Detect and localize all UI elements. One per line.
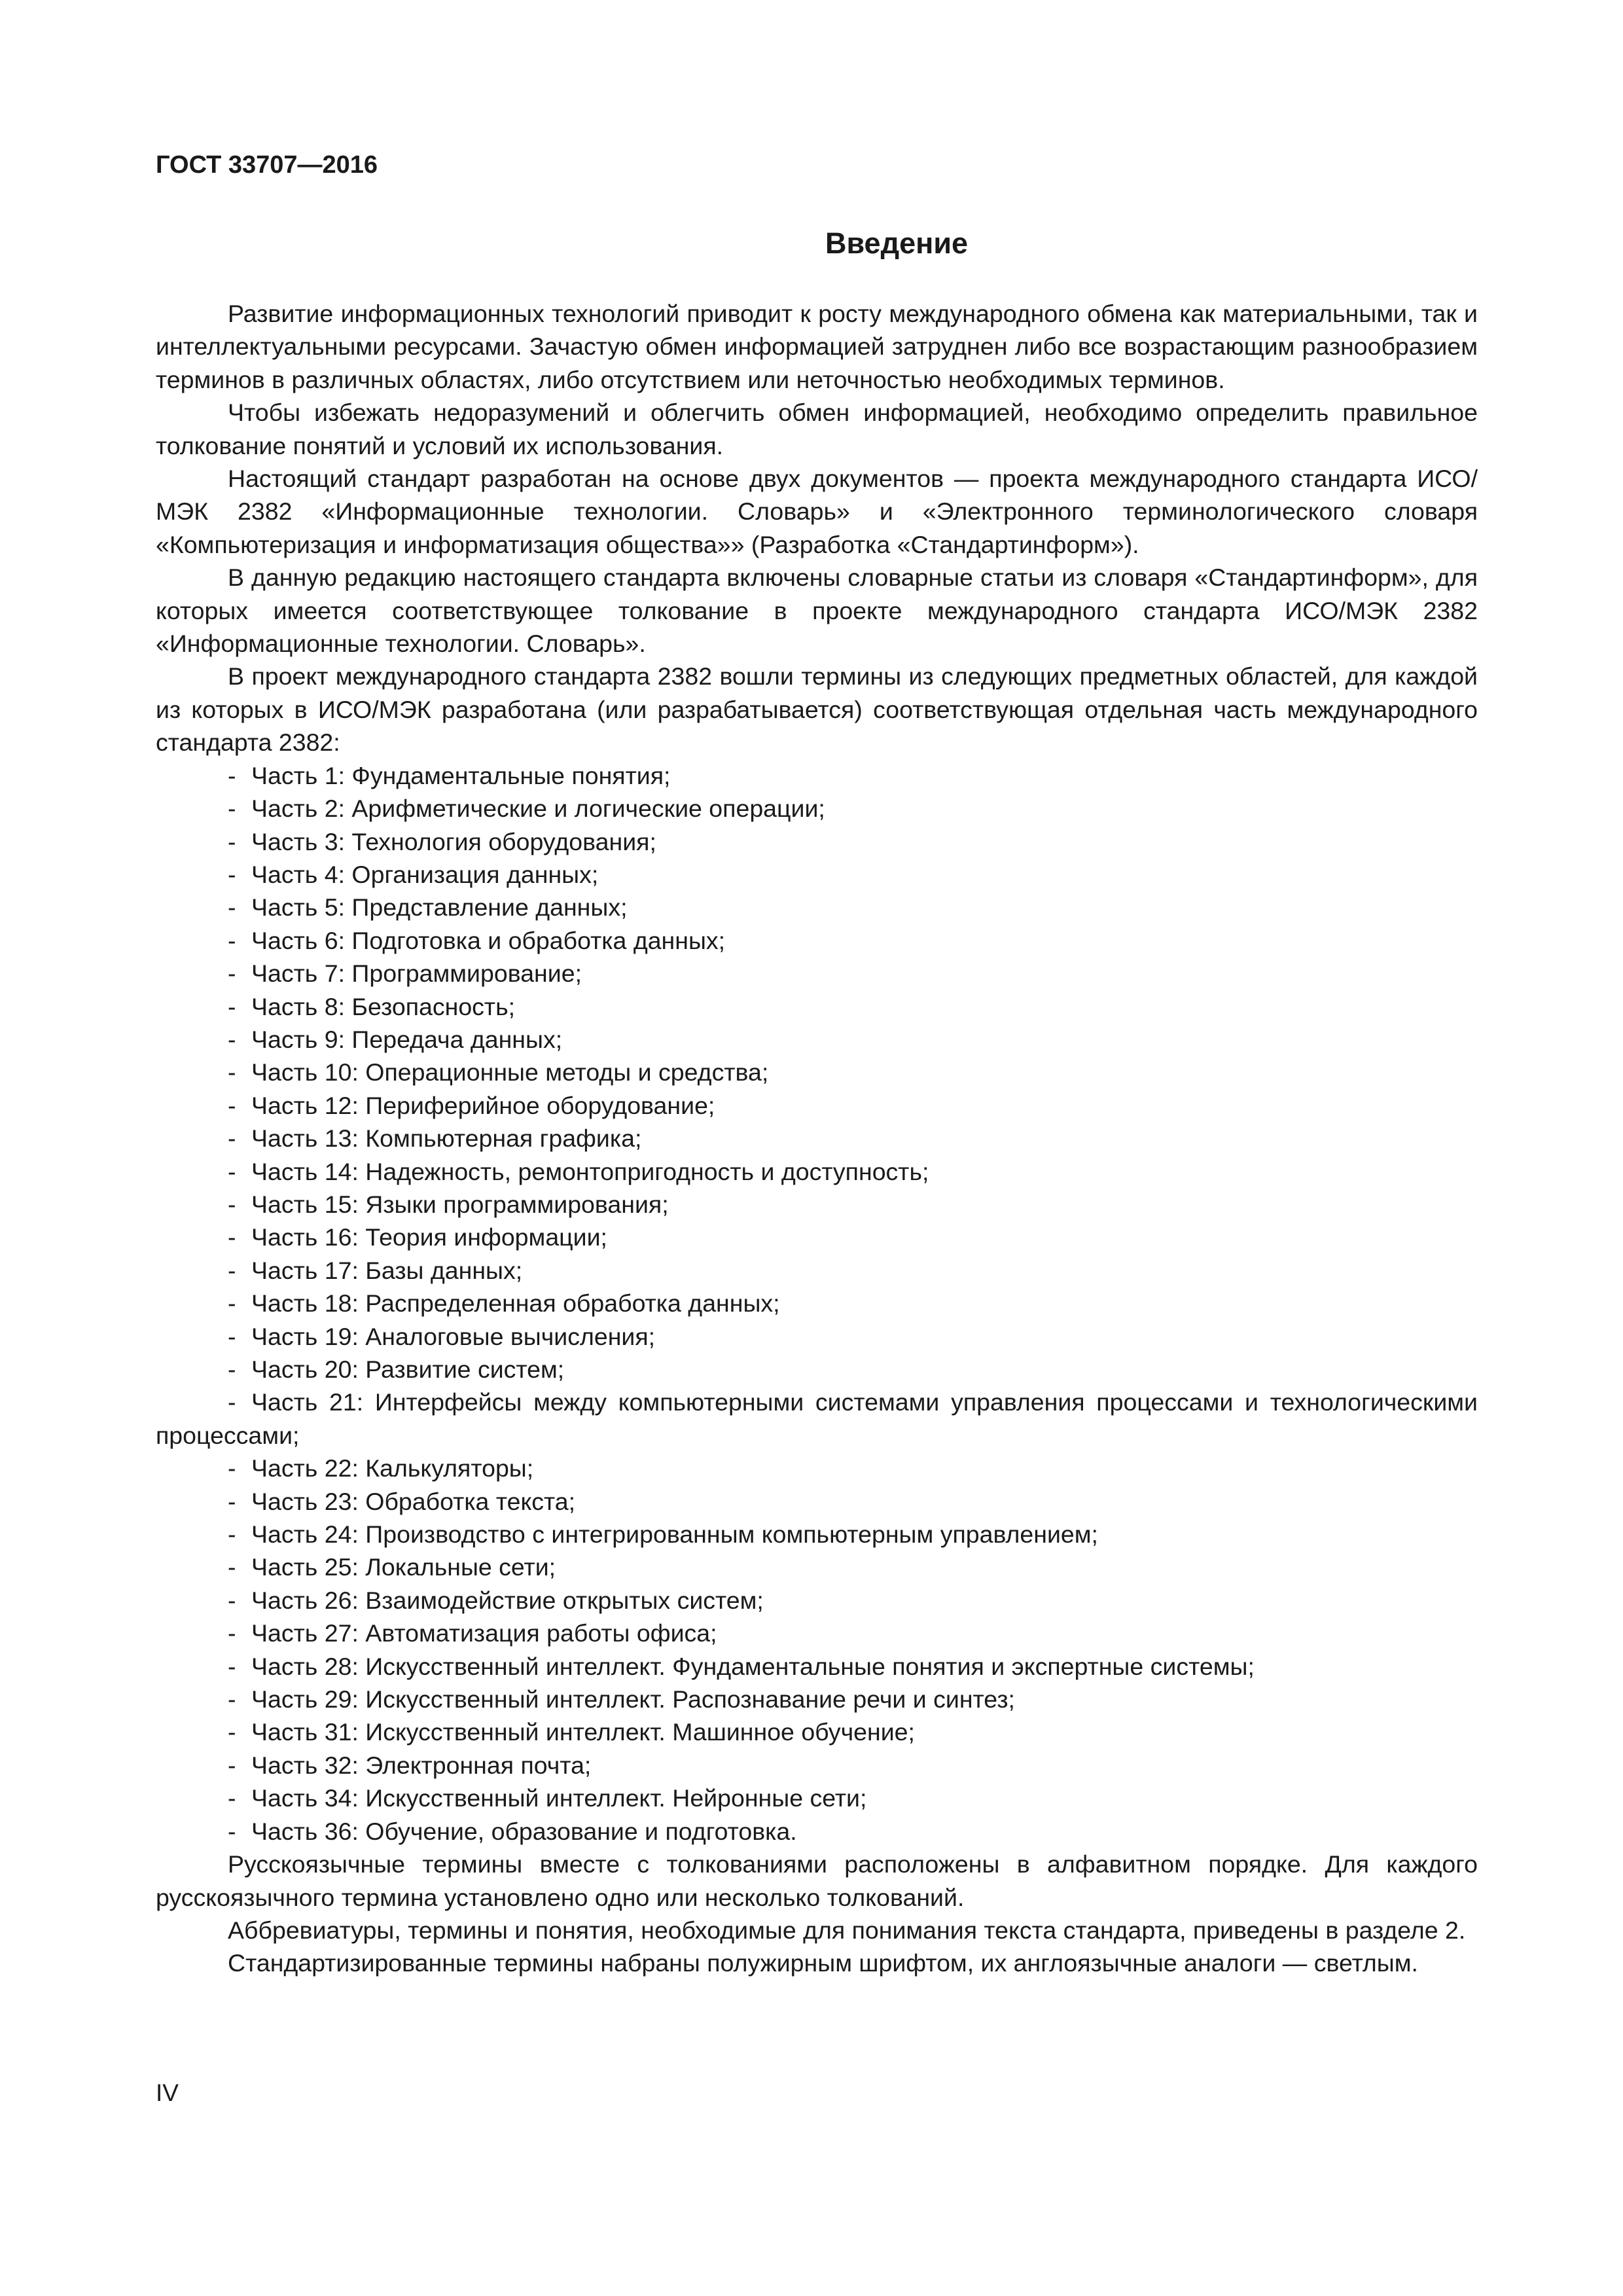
list-item <box>156 1155 1478 1188</box>
paragraph: Чтобы избежать недоразумений и облегчить обмен информацией, необходимо определить правильное толкование понятий и условий их использования. <box>156 399 1478 459</box>
list-marker: - <box>228 1289 236 1318</box>
parts-list <box>156 759 1478 1848</box>
list-marker: - <box>228 1157 236 1185</box>
list-marker: - <box>228 893 236 922</box>
list-marker: - <box>228 827 236 855</box>
list-item <box>156 792 1478 825</box>
paragraph: Развитие информационных технологий приводит к росту международного обмена как материальными, так и интеллектуальными ресурсами. Зачастую обмен информацией затруднен либо все возрастающим разнообразием терминов в различных областях, либо отсутствием или неточностью необходимых терминов. <box>156 300 1478 393</box>
list-item <box>156 1056 1478 1088</box>
list-item-text: Часть 25: Локальные сети; <box>251 1553 556 1581</box>
list-marker: - <box>228 1454 236 1482</box>
list-item <box>156 1749 1478 1782</box>
list-marker: - <box>228 1520 236 1549</box>
list-item <box>156 1650 1478 1683</box>
list-item-text: Часть 18: Распределенная обработка данных; <box>251 1289 780 1318</box>
list-marker: - <box>228 1124 236 1153</box>
list-item-text: Часть 1: Фундаментальные понятия; <box>251 761 671 789</box>
list-item <box>156 1782 1478 1814</box>
list-item <box>156 957 1478 990</box>
list-item <box>156 990 1478 1023</box>
paragraph: В данную редакцию настоящего стандарта включены словарные статьи из словаря «Стандартинформ», для которых имеется соответствующее толкование в проекте международного стандарта ИСО/МЭК 2382 «Информационные технологии. Словарь». <box>156 564 1478 658</box>
list-item <box>156 1353 1478 1386</box>
list-item-text: Часть 15: Языки программирования; <box>251 1190 669 1218</box>
list-item <box>156 1715 1478 1748</box>
list-item-text: Часть 21: Интерфейсы между компьютерными системами управления процессами и технологическими процессами; <box>156 1388 1478 1449</box>
list-item <box>156 1452 1478 1484</box>
list-marker: - <box>228 1652 236 1680</box>
list-item-text: Часть 34: Искусственный интеллект. Нейронные сети; <box>251 1784 867 1812</box>
list-item-text: Часть 6: Подготовка и обработка данных; <box>251 926 726 954</box>
list-marker: - <box>228 1685 236 1713</box>
list-marker: - <box>228 1817 236 1845</box>
list-marker: - <box>228 1619 236 1647</box>
document-code: ГОСТ 33707—2016 <box>156 151 378 179</box>
paragraph: Аббревиатуры, термины и понятия, необходимые для понимания текста стандарта, приведены в разделе 2. <box>228 1916 1466 1944</box>
paragraph: Стандартизированные термины набраны полужирным шрифтом, их англоязычные аналоги — светлым. <box>228 1949 1418 1977</box>
list-item <box>156 1023 1478 1056</box>
list-item-text: Часть 22: Калькуляторы; <box>251 1454 534 1482</box>
list-item-text: Часть 26: Взаимодействие открытых систем; <box>251 1586 764 1614</box>
list-item <box>156 1221 1478 1253</box>
list-item <box>156 1683 1478 1715</box>
list-item <box>156 1584 1478 1617</box>
list-item <box>156 759 1478 792</box>
list-marker: - <box>228 860 236 888</box>
document-body <box>156 297 1478 1980</box>
list-item-text: Часть 20: Развитие систем; <box>251 1355 565 1383</box>
paragraph: В проект международного стандарта 2382 вошли термины из следующих предметных областей, для каждой из которых в ИСО/МЭК разработана (или разрабатывается) соответствующая отдельная часть международного стандарта 2382: <box>156 662 1478 757</box>
list-item <box>156 825 1478 858</box>
list-marker: - <box>228 761 236 789</box>
list-item-text: Часть 31: Искусственный интеллект. Машинное обучение; <box>251 1718 915 1746</box>
list-marker: - <box>228 1058 236 1086</box>
list-item-text: Часть 23: Обработка текста; <box>251 1487 576 1515</box>
list-marker: - <box>228 1091 236 1119</box>
list-item-text: Часть 4: Организация данных; <box>251 860 599 888</box>
list-marker: - <box>228 960 236 988</box>
list-marker: - <box>228 1025 236 1053</box>
list-item-text: Часть 27: Автоматизация работы офиса; <box>251 1619 717 1647</box>
paragraph: Русскоязычные термины вместе с толкованиями расположены в алфавитном порядке. Для каждого русскоязычного термина установлено одно или несколько толкований. <box>156 1850 1478 1911</box>
list-marker: - <box>228 1751 236 1779</box>
list-item <box>156 891 1478 924</box>
list-item-text: Часть 17: Базы данных; <box>251 1256 523 1284</box>
list-item <box>156 1485 1478 1518</box>
list-item-text: Часть 29: Искусственный интеллект. Распознавание речи и синтез; <box>251 1685 1015 1713</box>
list-item <box>156 1089 1478 1122</box>
list-item <box>156 1320 1478 1353</box>
list-item <box>156 1551 1478 1583</box>
list-item <box>156 1386 1478 1452</box>
list-item <box>156 1254 1478 1287</box>
list-item-text: Часть 16: Теория информации; <box>251 1223 607 1251</box>
list-marker: - <box>228 1553 236 1581</box>
list-item-text: Часть 9: Передача данных; <box>251 1025 563 1053</box>
paragraph: Настоящий стандарт разработан на основе двух документов — проекта международного стандарта ИСО/МЭК 2382 «Информационные технологии. Словарь» и «Электронного терминологического словаря «Компьютеризация и информатизация общества»» (Разработка «Стандартинформ»). <box>156 465 1478 558</box>
list-item-text: Часть 32: Электронная почта; <box>251 1751 592 1779</box>
list-marker: - <box>228 992 236 1020</box>
list-item-text: Часть 3: Технология оборудования; <box>251 827 656 855</box>
list-marker: - <box>228 1355 236 1383</box>
page-number: IV <box>156 2079 179 2106</box>
list-item <box>156 1518 1478 1551</box>
list-item-text: Часть 10: Операционные методы и средства; <box>251 1058 769 1086</box>
list-item <box>156 1188 1478 1221</box>
list-marker: - <box>228 1487 236 1515</box>
list-item-text: Часть 7: Программирование; <box>251 960 582 988</box>
list-marker: - <box>228 1388 236 1416</box>
list-marker: - <box>228 1586 236 1614</box>
list-item <box>156 1815 1478 1848</box>
list-item <box>156 924 1478 957</box>
list-marker: - <box>228 1718 236 1746</box>
page-title: Введение <box>825 226 969 260</box>
list-marker: - <box>228 1223 236 1251</box>
list-item-text: Часть 28: Искусственный интеллект. Фундаментальные понятия и экспертные системы; <box>251 1652 1255 1680</box>
list-marker: - <box>228 1256 236 1284</box>
list-item-text: Часть 5: Представление данных; <box>251 893 628 922</box>
list-item <box>156 858 1478 891</box>
list-item <box>156 1122 1478 1155</box>
list-item-text: Часть 12: Периферийное оборудование; <box>251 1091 715 1119</box>
list-item-text: Часть 14: Надежность, ремонтопригодность и доступность; <box>251 1157 929 1185</box>
list-item-text: Часть 13: Компьютерная графика; <box>251 1124 642 1153</box>
list-marker: - <box>228 1784 236 1812</box>
list-item <box>156 1287 1478 1319</box>
list-item <box>156 1617 1478 1649</box>
list-item-text: Часть 36: Обучение, образование и подготовка. <box>251 1817 797 1845</box>
list-marker: - <box>228 1190 236 1218</box>
list-marker: - <box>228 926 236 954</box>
list-item-text: Часть 8: Безопасность; <box>251 992 516 1020</box>
list-marker: - <box>228 795 236 823</box>
list-item-text: Часть 24: Производство с интегрированным компьютерным управлением; <box>251 1520 1098 1549</box>
list-item-text: Часть 2: Арифметические и логические операции; <box>251 795 825 823</box>
list-marker: - <box>228 1322 236 1350</box>
list-item-text: Часть 19: Аналоговые вычисления; <box>251 1322 656 1350</box>
